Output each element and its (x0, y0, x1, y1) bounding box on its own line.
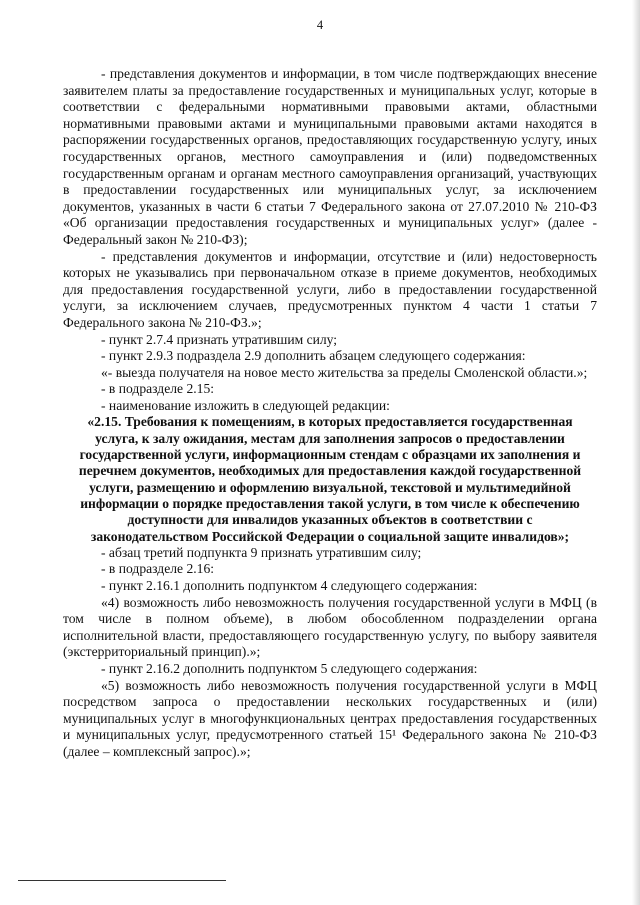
page-number: 4 (316, 18, 324, 32)
paragraph-item-2-9-3: - пункт 2.9.3 подраздела 2.9 дополнить абзацем следующего содержания: (101, 348, 526, 364)
paragraph-unreliable-documents: - представления документов и информации, отсутствие и (или) недостоверность которых не указывались при первоначальном отказе в приеме документов, необходимых для предоставления государственной услуги, либо в предоставлении государственной услуги, за исключением случаев, предусмотренных пунктом 4 части 1 статьи 7 Федерального закона № 210-ФЗ.»; (63, 248, 597, 330)
scan-edge-shadow (632, 0, 640, 905)
paragraph-documents-information: - представления документов и информации, в том числе подтверждающих внесение заявителем платы за предоставление государственных и муниципальных услуг, которые в соответствии с федеральными нормативными правовыми актами, областными нормативными правовыми актами и муниципальными правовыми актами находятся в распоряжении государственных органов, предоставляющих государственную услугу, иных государственных органов, местного самоуправления и (или) подведомственных государственным органам и органам местного самоуправления организаций, участвующих в предоставлении государственных или муниципальных услуг, за исключением документов, указанных в части 6 статьи 7 Федерального закона от 27.07.2010 № 210-ФЗ «Об организации предоставления государственных и муниципальных услуг» (далее - Федеральный закон № 210-ФЗ); (63, 66, 597, 247)
paragraph-subitem-4: «4) возможность либо невозможность получения государственной услуги в МФЦ (в том числе в полном объеме), в любом обособленном подразделении органа исполнительной власти, предоставляющего государственную услугу, по выбору заявителя (экстерриториальный принцип).»; (63, 594, 597, 660)
section-heading-2-15: «2.15. Требования к помещениям, в которых предоставляется государственная услуга, к залу ожидания, местам для заполнения запросов о предоставлении государственной услуги, информационным стендам с образцами их заполнения и перечнем документов, необходимых для предоставления каждой государственной услуги, размещению и оформлению визуальной, текстовой и мультимедийной информации о порядке предоставления такой услуги, в том числе к обеспечению доступности для инвалидов указанных объектов в соответствии с законодательством Российской Федерации о социальной защите инвалидов»; (78, 414, 582, 544)
paragraph-subitem-9: - абзац третий подпункта 9 признать утратившим силу; (101, 544, 422, 560)
paragraph-subitem-5: «5) возможность либо невозможность получения государственной услуги в МФЦ посредством запроса о предоставлении нескольких государственных и (или) муниципальных услуг в многофункциональных центрах предоставления государственных и муниципальных услуг, предусмотренного статьей 15¹ Федерального закона № 210-ФЗ (далее – комплексный запрос).»; (63, 677, 597, 759)
paragraph-title-new-wording: - наименование изложить в следующей редакции: (101, 397, 390, 413)
paragraph-item-2-16-1: - пункт 2.16.1 дополнить подпунктом 4 следующего содержания: (101, 578, 478, 594)
paragraph-subsection-2-16: - в подразделе 2.16: (101, 561, 215, 577)
document-body (63, 66, 597, 761)
paragraph-item-2-7-4: - пункт 2.7.4 признать утратившим силу; (101, 331, 338, 347)
paragraph-subsection-2-15: - в подразделе 2.15: (101, 381, 215, 397)
footnote-divider (18, 880, 226, 881)
paragraph-relocation: «- выезда получателя на новое место жительства за пределы Смоленской области.»; (101, 364, 588, 380)
paragraph-item-2-16-2: - пункт 2.16.2 дополнить подпунктом 5 следующего содержания: (101, 661, 478, 676)
